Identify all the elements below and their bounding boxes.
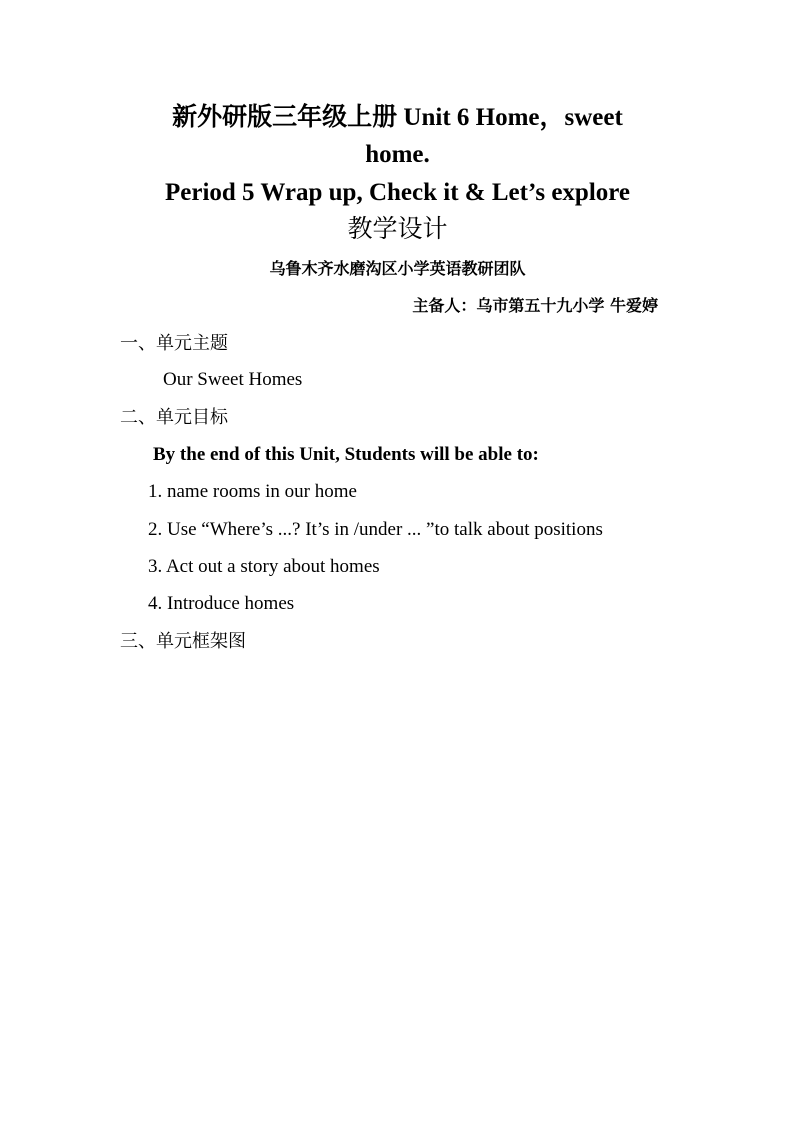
section-heading-unit-goals: 二、单元目标 xyxy=(120,407,228,428)
goal-item: 1. name rooms in our home xyxy=(148,481,357,502)
title-line-1: 新外研版三年级上册 Unit 6 Home，sweet xyxy=(172,104,623,131)
unit-goals-intro: By the end of this Unit, Students will be able to: xyxy=(153,444,539,465)
goal-item: 3. Act out a story about homes xyxy=(148,556,380,577)
unit-theme-text: Our Sweet Homes xyxy=(163,369,303,390)
author-line: 主备人：乌市第五十九小学 牛爱婷 xyxy=(412,296,658,315)
section-heading-unit-framework: 三、单元框架图 xyxy=(120,631,246,652)
goal-item: 4. Introduce homes xyxy=(148,593,295,614)
title-line-3: Period 5 Wrap up, Check it & Let’s explore xyxy=(164,179,631,206)
team-name: 乌鲁木齐水磨沟区小学英语教研团队 xyxy=(269,259,526,278)
goal-item: 2. Use “Where’s ...? It’s in /under ... ”to talk about positions xyxy=(148,519,603,540)
title-line-4: 教学设计 xyxy=(347,216,448,243)
title-line-2: home. xyxy=(365,141,430,168)
section-heading-unit-theme: 一、单元主题 xyxy=(120,333,228,354)
